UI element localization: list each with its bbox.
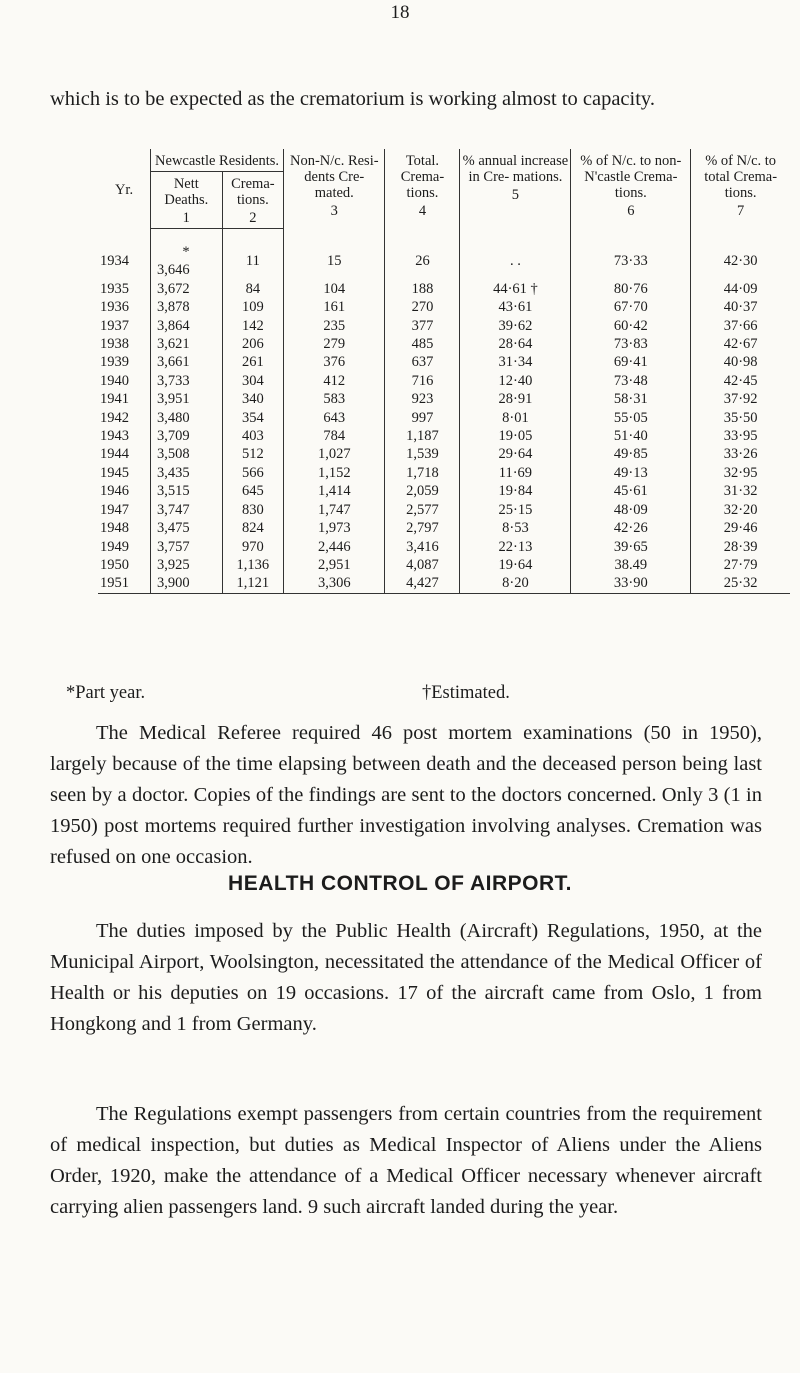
cell-pct-total: 40·37 [691, 298, 790, 316]
cell-pct-non: 39·65 [571, 538, 691, 556]
header-col7-num: 7 [737, 203, 745, 219]
header-col6-num: 6 [627, 203, 635, 219]
cell-increase: 12·40 [460, 372, 571, 390]
cell-deaths: 3,951 [151, 390, 223, 408]
table-row [98, 353, 790, 371]
cell-pct-non: 55·05 [571, 409, 691, 427]
cell-pct-non: 67·70 [571, 298, 691, 316]
cell-yr: 1934 [100, 252, 129, 269]
cell-yr: 1939 [100, 354, 129, 371]
cremation-statistics-table [98, 149, 790, 594]
table-row [98, 519, 790, 537]
cell-increase: . . [460, 229, 571, 280]
cell-yr: 1945 [100, 464, 129, 481]
cell-total: 1,539 [385, 445, 460, 463]
cell-pct-total: 37·92 [691, 390, 790, 408]
cell-cremations: 1,136 [222, 556, 284, 574]
cell-pct-total: 42·67 [691, 335, 790, 353]
cell-pct-non: 49·13 [571, 464, 691, 482]
header-newcastle-residents: Newcastle Residents. [151, 149, 284, 172]
cell-non-nc: 1,152 [284, 464, 385, 482]
cell-total: 4,427 [385, 574, 460, 593]
cell-cremations: 84 [222, 280, 284, 298]
cell-deaths: 3,864 [151, 317, 223, 335]
cell-yr: 1948 [100, 520, 129, 537]
cell-pct-non: 80·76 [571, 280, 691, 298]
cell-increase: 8·20 [460, 574, 571, 593]
cell-pct-total: 32·95 [691, 464, 790, 482]
cell-non-nc: 376 [284, 353, 385, 371]
cell-yr: 1951 [98, 574, 151, 593]
cell-pct-non: 48·09 [571, 501, 691, 519]
section-heading: HEALTH CONTROL OF AIRPORT. [228, 872, 572, 895]
header-col7-label: % of N/c. to total Crema- tions. [704, 153, 778, 201]
cell-non-nc: 1,414 [284, 482, 385, 500]
header-year: Yr. [114, 181, 134, 198]
cell-non-nc: 235 [284, 317, 385, 335]
cell-total: 637 [385, 353, 460, 371]
cell-increase: 28·64 [460, 335, 571, 353]
header-annual-increase [460, 149, 571, 229]
cell-yr: 1942 [100, 409, 129, 426]
cell-pct-total: 40·98 [691, 353, 790, 371]
cell-total: 485 [385, 335, 460, 353]
cell-total: 1,718 [385, 464, 460, 482]
cell-yr: 1938 [100, 336, 129, 353]
cell-increase: 8·53 [460, 519, 571, 537]
cell-non-nc: 2,446 [284, 538, 385, 556]
cell-increase: 11·69 [460, 464, 571, 482]
cell-increase: 44·61 † [460, 280, 571, 298]
cell-non-nc: 279 [284, 335, 385, 353]
cell-pct-non: 45·61 [571, 482, 691, 500]
header-col1-num: 1 [182, 210, 190, 226]
cell-cremations: 142 [222, 317, 284, 335]
cell-cremations: 512 [222, 445, 284, 463]
table-row [98, 390, 790, 408]
cell-non-nc: 3,306 [284, 574, 385, 593]
cell-pct-non: 73·83 [571, 335, 691, 353]
footnote-part-year: *Part year. [66, 683, 146, 703]
cell-cremations: 261 [222, 353, 284, 371]
cell-pct-non: 33·90 [571, 574, 691, 593]
cell-non-nc: 15 [284, 229, 385, 280]
cell-increase: 28·91 [460, 390, 571, 408]
cell-yr: 1944 [100, 446, 129, 463]
cell-cremations: 970 [222, 538, 284, 556]
cell-total: 377 [385, 317, 460, 335]
cell-total: 26 [385, 229, 460, 280]
header-col5-label: % annual increase in Cre- mations. [462, 153, 569, 185]
cell-yr: 1950 [100, 556, 129, 573]
cell-pct-non: 73·48 [571, 372, 691, 390]
cell-non-nc: 643 [284, 409, 385, 427]
cell-deaths: 3,661 [151, 353, 223, 371]
cell-yr: 1947 [100, 501, 129, 518]
cell-pct-non: 38.49 [571, 556, 691, 574]
cell-non-nc: 412 [284, 372, 385, 390]
header-col4-num: 4 [418, 203, 427, 219]
cell-deaths: 3,515 [151, 482, 223, 500]
table-row [98, 372, 790, 390]
cell-cremations: 304 [222, 372, 284, 390]
cell-pct-total: 31·32 [691, 482, 790, 500]
cell-non-nc: 1,747 [284, 501, 385, 519]
cell-non-nc: 161 [284, 298, 385, 316]
cell-increase: 31·34 [460, 353, 571, 371]
cell-yr: 1941 [100, 391, 129, 408]
table-row [98, 317, 790, 335]
cell-cremations: 1,121 [222, 574, 284, 593]
cell-increase: 43·61 [460, 298, 571, 316]
cell-deaths: 3,480 [151, 409, 223, 427]
cell-total: 270 [385, 298, 460, 316]
cell-cremations: 403 [222, 427, 284, 445]
header-col6-label: % of N/c. to non- N'castle Crema- tions. [580, 153, 682, 201]
header-nc-cremations [222, 172, 284, 229]
table-row [98, 409, 790, 427]
table-row [98, 464, 790, 482]
airport-paragraph-1-text: The duties imposed by the Public Health (Aircraft) Regulations, 1950, at the Municipal Airport, Woolsington, necessitated the attendance of the Medical Officer of Health or his deputies on 19 occasions. 17 of the aircraft came from Oslo, 1 from Hongkong and 1 from Germany. [50, 920, 762, 1035]
cell-total: 2,797 [385, 519, 460, 537]
cell-pct-non: 60·42 [571, 317, 691, 335]
table-row [98, 298, 790, 316]
header-col4-label: Total. Crema- tions. [400, 153, 445, 201]
table-row [98, 501, 790, 519]
medical-referee-paragraph [50, 718, 762, 873]
cell-cremations: 109 [222, 298, 284, 316]
cell-total: 2,059 [385, 482, 460, 500]
header-col3-label: Non-N/c. Resi- dents Cre- mated. [289, 153, 379, 201]
cell-non-nc: 1,973 [284, 519, 385, 537]
cell-cremations: 11 [222, 229, 284, 280]
table-body [98, 229, 790, 594]
table-row [98, 335, 790, 353]
cell-cremations: 824 [222, 519, 284, 537]
cell-pct-total: 33·26 [691, 445, 790, 463]
page-number: 18 [390, 2, 410, 23]
cell-pct-total: 28·39 [691, 538, 790, 556]
cell-pct-total: 35·50 [691, 409, 790, 427]
header-pct-total [691, 149, 790, 229]
cell-increase: 39·62 [460, 317, 571, 335]
cell-deaths: 3,733 [151, 372, 223, 390]
cell-total: 997 [385, 409, 460, 427]
cell-deaths: 3,900 [151, 574, 223, 593]
cell-yr: 1946 [100, 483, 129, 500]
cell-deaths: 3,747 [151, 501, 223, 519]
cell-pct-non: 69·41 [571, 353, 691, 371]
header-col2-label: Crema- tions. [231, 176, 275, 208]
cell-cremations: 566 [222, 464, 284, 482]
cell-cremations: 645 [222, 482, 284, 500]
cell-total: 923 [385, 390, 460, 408]
table-row [98, 229, 790, 280]
cell-non-nc: 2,951 [284, 556, 385, 574]
cell-deaths: 3,925 [151, 556, 223, 574]
cell-total: 716 [385, 372, 460, 390]
cell-deaths: * 3,646 [151, 229, 223, 280]
cell-yr: 1937 [100, 317, 129, 334]
cell-deaths: 3,878 [151, 298, 223, 316]
cell-pct-total: 25·32 [691, 574, 790, 593]
cell-pct-total: 33·95 [691, 427, 790, 445]
table-row [98, 427, 790, 445]
cell-pct-total: 32·20 [691, 501, 790, 519]
medical-referee-text: The Medical Referee required 46 post mortem examinations (50 in 1950), largely because of the time elapsing between death and the deceased person being last seen by a doctor. Copies of the findings are sent to the doctors concerned. Only 3 (1 in 1950) post mortems required further investigation involving analyses. Cremation was refused on one occasion. [50, 722, 762, 868]
cell-total: 188 [385, 280, 460, 298]
cell-pct-total: 29·46 [691, 519, 790, 537]
cell-non-nc: 1,027 [284, 445, 385, 463]
cell-pct-non: 49·85 [571, 445, 691, 463]
cell-increase: 25·15 [460, 501, 571, 519]
cell-deaths: 3,757 [151, 538, 223, 556]
cell-yr: 1935 [100, 280, 129, 297]
cell-yr: 1949 [100, 538, 129, 555]
table-row [98, 482, 790, 500]
header-nett-deaths [151, 172, 223, 229]
airport-paragraph-1 [50, 916, 762, 1040]
table-row [98, 574, 790, 593]
table-row [98, 280, 790, 298]
cell-yr: 1940 [100, 372, 129, 389]
table-row [98, 445, 790, 463]
header-col1-label: Nett Deaths. [164, 176, 209, 208]
cell-increase: 19·64 [460, 556, 571, 574]
cell-yr: 1943 [100, 428, 129, 445]
cell-increase: 8·01 [460, 409, 571, 427]
cell-pct-non: 73·33 [571, 229, 691, 280]
cell-cremations: 206 [222, 335, 284, 353]
cell-cremations: 830 [222, 501, 284, 519]
cell-pct-total: 42·45 [691, 372, 790, 390]
cell-pct-non: 58·31 [571, 390, 691, 408]
header-pct-non-nc [571, 149, 691, 229]
cell-deaths: 3,621 [151, 335, 223, 353]
cell-total: 2,577 [385, 501, 460, 519]
intro-paragraph: which is to be expected as the crematorium is working almost to capacity. [50, 88, 655, 110]
cell-pct-total: 42·30 [691, 229, 790, 280]
cell-increase: 19·05 [460, 427, 571, 445]
cell-total: 4,087 [385, 556, 460, 574]
cell-deaths: 3,435 [151, 464, 223, 482]
cell-cremations: 354 [222, 409, 284, 427]
cell-deaths: 3,508 [151, 445, 223, 463]
table-row [98, 556, 790, 574]
cell-increase: 19·84 [460, 482, 571, 500]
cell-cremations: 340 [222, 390, 284, 408]
cell-deaths: 3,475 [151, 519, 223, 537]
cell-non-nc: 104 [284, 280, 385, 298]
cell-pct-total: 44·09 [691, 280, 790, 298]
cell-total: 3,416 [385, 538, 460, 556]
cell-yr: 1936 [100, 299, 129, 316]
header-total-cremations [385, 149, 460, 229]
footnote-estimated: †Estimated. [422, 683, 510, 703]
header-non-nc-residents [284, 149, 385, 229]
cell-deaths: 3,672 [151, 280, 223, 298]
cell-total: 1,187 [385, 427, 460, 445]
cell-pct-non: 42·26 [571, 519, 691, 537]
cell-pct-total: 27·79 [691, 556, 790, 574]
cell-increase: 22·13 [460, 538, 571, 556]
airport-paragraph-2-text: The Regulations exempt passengers from certain countries from the requirement of medical inspection, but duties as Medical Inspector of Aliens under the Aliens Order, 1920, make the attendance of a Medical Officer necessary whenever aircraft carrying alien passengers land. 9 such aircraft landed during the year. [50, 1103, 762, 1218]
header-col5-num: 5 [511, 187, 520, 203]
cell-increase: 29·64 [460, 445, 571, 463]
header-col2-num: 2 [249, 210, 257, 226]
cell-deaths: 3,709 [151, 427, 223, 445]
cell-pct-total: 37·66 [691, 317, 790, 335]
airport-paragraph-2 [50, 1099, 762, 1223]
table-row [98, 538, 790, 556]
cell-non-nc: 784 [284, 427, 385, 445]
cell-pct-non: 51·40 [571, 427, 691, 445]
cell-non-nc: 583 [284, 390, 385, 408]
header-col3-num: 3 [330, 203, 338, 219]
